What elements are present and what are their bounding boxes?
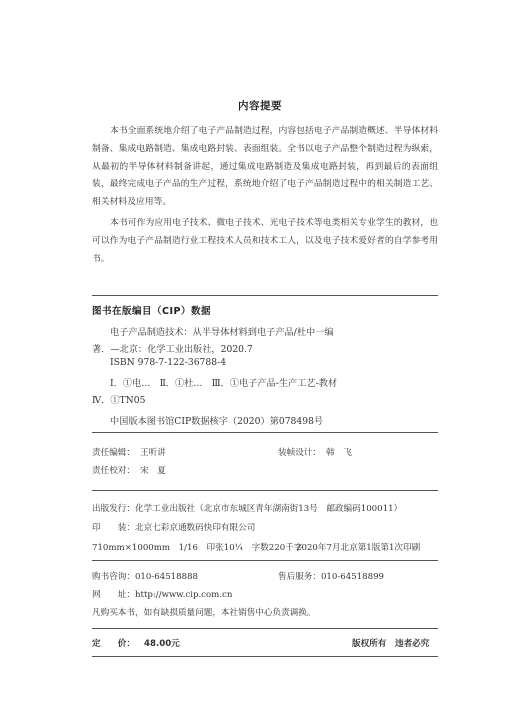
copyright-notice: 版权所有 违者必究	[352, 639, 430, 649]
editor-name: 王听讲	[140, 448, 166, 458]
cip-line-5: Ⅳ．①TN05	[92, 395, 146, 406]
cip-line-3: ISBN 978-7-122-36788-4	[110, 357, 227, 368]
service-line: 售后服务：010-64518899	[278, 572, 385, 582]
summary-paragraph-1: 本书全面系统地介绍了电子产品制造过程，内容包括电子产品制造概述、半导体材料制备、集成电路制造、集成电路封装、表面组装。全书以电子产品整个制造过程为纵索，从最初的半导体材料制备讲起，通过集成电路制造及集成电路封装，再到最后的表面组装，最终完成电子产品的生产过程，系统地介绍了电子产品制造过程中的相关制造工艺、相关材料及应用等。	[92, 126, 438, 208]
design-name: 韩 飞	[326, 448, 352, 458]
cip-line-4: Ⅰ．①电… Ⅱ．①杜… Ⅲ．①电子产品-生产工艺-教材	[110, 378, 338, 389]
cip-heading: 图书在版编目（CIP）数据	[92, 306, 211, 317]
design-label: 装帧设计：	[278, 448, 321, 458]
summary-paragraph-2: 本书可作为应用电子技术、微电子技术、光电子技术等电类相关专业学生的教材，也可以作为电子产品制造行业工程技术人员和技术工人，以及电子技术爱好者的自学参考用书。	[92, 218, 438, 264]
proof-name: 宋 夏	[140, 466, 166, 476]
divider-credits	[92, 490, 438, 491]
website-line: 网 址：http://www.cip.com.cn	[92, 590, 233, 600]
divider-top	[92, 295, 438, 296]
publisher-line: 出版发行：化学工业出版社（北京市东城区青年湖南街13号 邮政编码100011）	[92, 504, 403, 514]
divider-cip	[92, 432, 438, 433]
cip-record: 中国版本图书馆CIP数据核字（2020）第078498号	[110, 416, 324, 427]
edition-line: 2020年7月北京第1版第1次印刷	[296, 543, 421, 553]
price-value: 48.00元	[144, 639, 180, 649]
purchase-line: 购书咨询：010-64518888	[92, 572, 199, 582]
cip-line-2: 著．—北京：化学工业出版社，2020.7	[92, 344, 253, 355]
price-label: 定 价：	[92, 639, 135, 649]
divider-publishing	[92, 560, 438, 561]
cip-line-1: 电子产品制造技术：从半导体材料到电子产品/杜中一编	[110, 327, 334, 338]
proof-label: 责任校对：	[92, 466, 135, 476]
divider-bottom	[92, 628, 438, 629]
specs-line: 710mm×1000mm 1/16 印张10¼ 字数220千字	[92, 543, 303, 553]
divider-final	[92, 656, 438, 657]
summary-title: 内容提要	[238, 100, 282, 112]
printer-line: 印 装：北京七彩京通数码快印有限公司	[92, 523, 256, 533]
notice-line: 凡购买本书，如有缺损质量问题，本社销售中心负责调换。	[92, 608, 316, 618]
editor-label: 责任编辑：	[92, 448, 135, 458]
